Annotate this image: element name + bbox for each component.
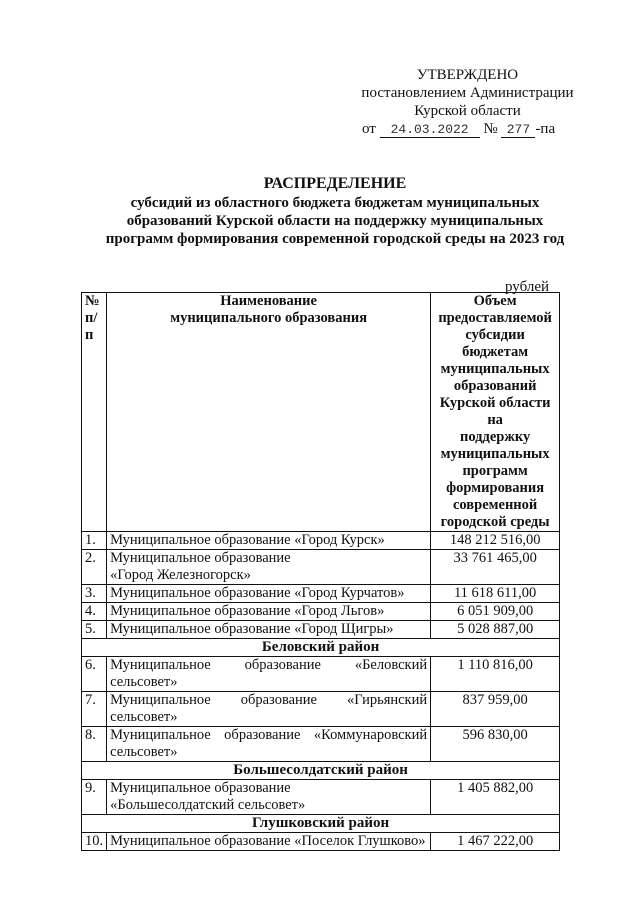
number-suffix: -па xyxy=(535,121,556,137)
table-row xyxy=(82,727,560,762)
row-name: Муниципальное образование «Город Щигры» xyxy=(107,621,431,639)
district-name: Большесолдатский район xyxy=(82,762,560,780)
row-name: Муниципальное образование «Город Курчатов» xyxy=(107,585,431,603)
header-amount-line: формирования xyxy=(446,480,545,496)
table-row xyxy=(82,585,560,603)
row-amount: 1 467 222,00 xyxy=(431,833,560,851)
row-num: 8. xyxy=(82,727,107,762)
header-num-line: п xyxy=(85,327,94,343)
heading-line-3: программ формирования современной городской среды на 2023 год xyxy=(105,231,565,247)
row-amount: 5 028 887,00 xyxy=(431,621,560,639)
table-row xyxy=(82,692,560,727)
header-amount-line: Объем xyxy=(473,293,517,309)
heading-line-2: образований Курской области на поддержку муниципальных xyxy=(126,213,544,229)
row-amount: 1 110 816,00 xyxy=(431,657,560,692)
table-row xyxy=(82,657,560,692)
district-row xyxy=(82,639,560,657)
row-num: 7. xyxy=(82,692,107,727)
approval-title: УТВЕРЖДЕНО xyxy=(416,67,519,83)
from-label: от xyxy=(362,121,376,137)
approval-line-1: постановлением Администрации xyxy=(361,85,574,101)
row-amount: 1 405 882,00 xyxy=(431,780,560,815)
table-row xyxy=(82,833,560,851)
approval-line-2: Курской области xyxy=(414,103,521,119)
table-row xyxy=(82,621,560,639)
header-amount-line: городской среды xyxy=(440,514,550,530)
row-amount: 596 830,00 xyxy=(431,727,560,762)
district-name: Глушковский район xyxy=(82,815,560,833)
row-amount: 837 959,00 xyxy=(431,692,560,727)
row-amount: 11 618 611,00 xyxy=(431,585,560,603)
row-num: 6. xyxy=(82,657,107,692)
approval-number: 277 xyxy=(501,123,535,138)
row-name: Муниципальное образование «Город Курск» xyxy=(107,532,431,550)
row-num: 1. xyxy=(82,532,107,550)
row-amount: 6 051 909,00 xyxy=(431,603,560,621)
header-amount-line: программ xyxy=(462,463,528,479)
table-row xyxy=(82,603,560,621)
row-num: 10. xyxy=(82,833,107,851)
district-row xyxy=(82,815,560,833)
subsidy-table xyxy=(81,292,560,851)
table-header xyxy=(82,293,560,532)
row-name: Муниципальное образование «Гирьянский сельсовет» xyxy=(107,692,431,727)
row-name: Муниципальное образование «Коммунаровский сельсовет» xyxy=(107,727,431,762)
document-title: РАСПРЕДЕЛЕНИЕ xyxy=(263,175,407,192)
header-amount xyxy=(431,293,560,532)
document-heading xyxy=(70,175,600,248)
header-amount-line: предоставляемой xyxy=(438,310,552,326)
row-num: 4. xyxy=(82,603,107,621)
heading-line-1: субсидий из областного бюджета бюджетам муниципальных xyxy=(130,195,540,211)
header-name-line: Наименование xyxy=(220,293,317,309)
row-num: 5. xyxy=(82,621,107,639)
header-amount-line: образований xyxy=(453,378,537,394)
table-row xyxy=(82,532,560,550)
approval-stamp xyxy=(360,66,575,138)
row-name xyxy=(107,550,431,585)
header-name xyxy=(107,293,431,532)
row-name xyxy=(107,780,431,815)
row-name-text: Муниципальное образование «Город Железногорск» xyxy=(110,550,291,583)
header-amount-line: современной xyxy=(452,497,538,513)
district-name: Беловский район xyxy=(82,639,560,657)
row-num: 3. xyxy=(82,585,107,603)
header-num-line: № xyxy=(85,293,100,309)
header-num xyxy=(82,293,107,532)
district-row xyxy=(82,762,560,780)
header-name-line: муниципального образования xyxy=(170,310,368,326)
row-num: 9. xyxy=(82,780,107,815)
table-row xyxy=(82,780,560,815)
units-label: рублей xyxy=(505,279,550,295)
table-row xyxy=(82,550,560,585)
row-name-text: Муниципальное образование «Большесолдатский сельсовет» xyxy=(110,780,306,813)
row-num: 2. xyxy=(82,550,107,585)
row-name: Муниципальное образование «Город Льгов» xyxy=(107,603,431,621)
approval-number-line xyxy=(360,120,575,138)
row-name: Муниципальное образование «Поселок Глушково» xyxy=(107,833,431,851)
row-amount: 148 212 516,00 xyxy=(431,532,560,550)
header-amount-line: Курской области на xyxy=(439,395,551,428)
header-num-line: п/ xyxy=(85,310,98,326)
row-amount: 33 761 465,00 xyxy=(431,550,560,585)
header-amount-line: муниципальных xyxy=(440,361,550,377)
row-name: Муниципальное образование «Беловский сельсовет» xyxy=(107,657,431,692)
header-amount-line: поддержку xyxy=(459,429,531,445)
header-amount-line: субсидии бюджетам xyxy=(462,327,529,360)
header-amount-line: муниципальных xyxy=(440,446,550,462)
approval-date: 24.03.2022 xyxy=(380,123,480,138)
number-label: № xyxy=(483,121,498,137)
